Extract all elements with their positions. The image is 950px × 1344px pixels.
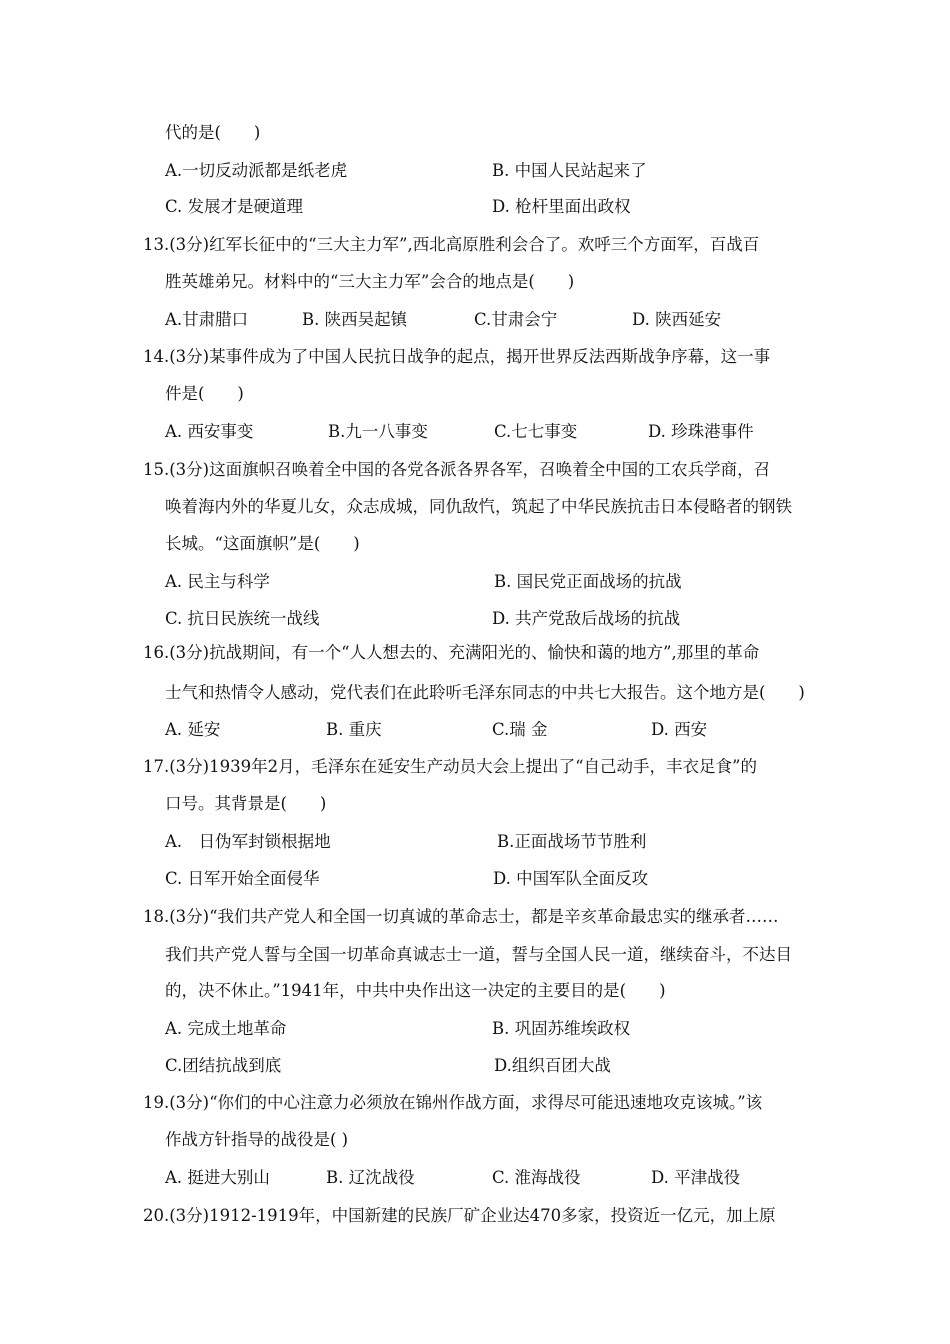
q12-stem-continuation: 代的是( ) [165, 123, 261, 142]
q17-option-c: C. 日军开始全面侵华 [165, 869, 320, 888]
q15-stem-continuation-1: 唤着海内外的华夏儿女，众志成城，同仇敌忾，筑起了中华民族抗击日本侵略者的钢铁 [165, 497, 792, 516]
q18-stem-continuation-2: 的，决不休止。”1941年，中共中央作出这一决定的主要目的是( ) [165, 981, 666, 1000]
q18-option-c: C.团结抗战到底 [165, 1056, 282, 1075]
q18-option-b: B. 巩固苏维埃政权 [492, 1019, 631, 1038]
q13-stem: 13.(3分)红军长征中的“三大主力军”,西北高原胜利会合了。欢呼三个方面军，百战百 [143, 235, 760, 254]
q15-option-d: D. 共产党敌后战场的抗战 [492, 609, 681, 628]
q14-stem: 14.(3分)某事件成为了中国人民抗日战争的起点，揭开世界反法西斯战争序幕，这一事 [143, 347, 771, 366]
q13-option-b: B. 陕西吴起镇 [302, 310, 408, 329]
q15-option-b: B. 国民党正面战场的抗战 [494, 572, 682, 591]
q17-option-a: A. 日伪军封锁根据地 [165, 832, 331, 851]
q17-option-d: D. 中国军队全面反攻 [493, 869, 649, 888]
q18-stem: 18.(3分)“我们共产党人和全国一切真诚的革命志士，都是辛亥革命最忠实的继承者…… [143, 907, 779, 926]
q19-stem-continuation: 作战方针指导的战役是( ) [165, 1130, 349, 1149]
q12-option-c: C. 发展才是硬道理 [165, 197, 304, 216]
q13-option-a: A.甘肃腊口 [165, 310, 249, 329]
q14-stem-continuation: 件是( ) [165, 384, 244, 403]
q20-stem: 20.(3分)1912-1919年，中国新建的民族厂矿企业达470多家，投资近一亿元，加上原 [143, 1206, 776, 1225]
q18-option-a: A. 完成土地革命 [165, 1019, 287, 1038]
q17-option-b: B.正面战场节节胜利 [497, 832, 647, 851]
q19-option-a: A. 挺进大别山 [165, 1168, 270, 1187]
q12-option-d: D. 枪杆里面出政权 [492, 197, 631, 216]
q15-option-c: C. 抗日民族统一战线 [165, 609, 320, 628]
q14-option-b: B.九一八事变 [328, 422, 428, 441]
q14-option-c: C.七七事变 [494, 422, 578, 441]
q18-stem-continuation-1: 我们共产党人誓与全国一切革命真诚志士一道，誓与全国人民一道，继续奋斗，不达目 [165, 945, 792, 964]
q16-option-b: B. 重庆 [326, 720, 382, 739]
q18-option-d: D.组织百团大战 [494, 1056, 611, 1075]
q19-option-d: D. 平津战役 [651, 1168, 741, 1187]
q16-stem: 16.(3分)抗战期间，有一个“人人想去的、充满阳光的、愉快和蔼的地方”,那里的革命 [143, 643, 760, 662]
q17-stem: 17.(3分)1939年2月，毛泽东在延安生产动员大会上提出了“自己动手，丰衣足食”的 [143, 757, 757, 776]
q14-option-d: D. 珍珠港事件 [648, 422, 754, 441]
q14-option-a: A. 西安事变 [165, 422, 254, 441]
q16-stem-continuation: 士气和热情令人感动，党代表们在此聆听毛泽东同志的中共七大报告。这个地方是( ) [165, 683, 805, 702]
q13-option-d: D. 陕西延安 [632, 310, 722, 329]
q16-option-a: A. 延安 [165, 720, 221, 739]
q16-option-c: C.瑞 金 [492, 720, 548, 739]
q13-option-c: C.甘肃会宁 [474, 310, 558, 329]
q19-option-c: C. 淮海战役 [492, 1168, 581, 1187]
q12-option-b: B. 中国人民站起来了 [492, 161, 647, 180]
q19-stem: 19.(3分)“你们的中心注意力必须放在锦州作战方面，求得尽可能迅速地攻克该城。”该 [143, 1093, 763, 1112]
q15-stem: 15.(3分)这面旗帜召唤着全中国的各党各派各界各军，召唤着全中国的工农兵学商，召 [143, 460, 771, 479]
q15-stem-continuation-2: 长城。“这面旗帜”是( ) [165, 534, 360, 553]
q17-stem-continuation: 口号。其背景是( ) [165, 794, 327, 813]
q13-stem-continuation: 胜英雄弟兄。材料中的“三大主力军”会合的地点是( ) [165, 272, 575, 291]
q16-option-d: D. 西安 [651, 720, 708, 739]
q19-option-b: B. 辽沈战役 [326, 1168, 415, 1187]
q12-option-a: A.一切反动派都是纸老虎 [165, 161, 348, 180]
q15-option-a: A. 民主与科学 [165, 572, 270, 591]
